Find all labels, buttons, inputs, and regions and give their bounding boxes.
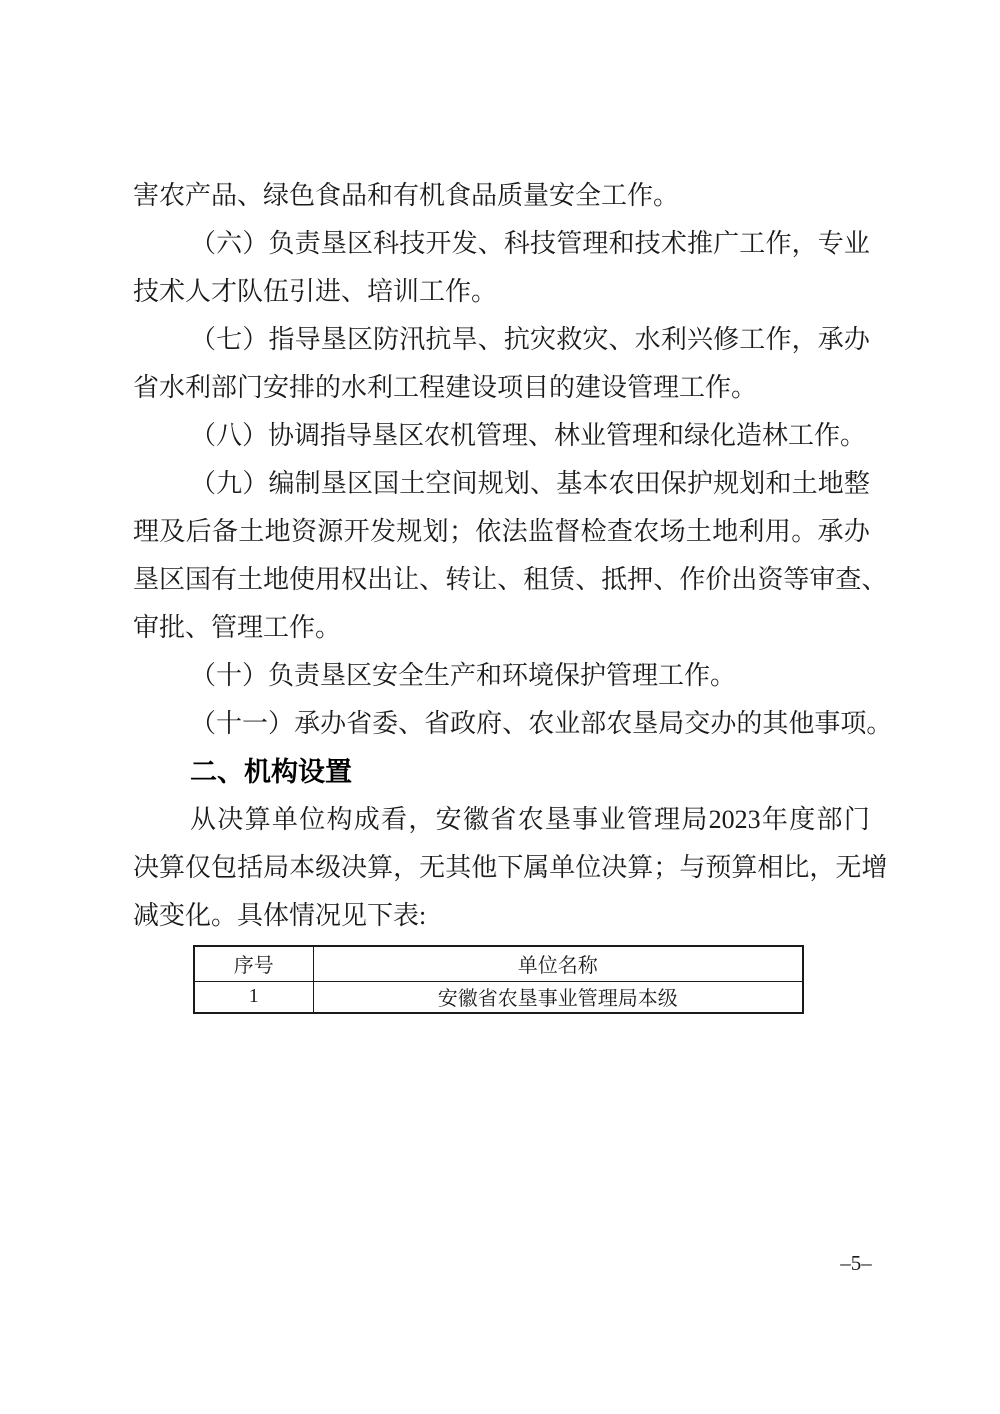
page-number: –5–: [840, 1251, 872, 1275]
body-text-line: 减变化。具体情况见下表:: [133, 901, 427, 930]
table-header-name: 单位名称: [313, 946, 803, 981]
body-text-line: （ 九 ） 编 制 垦 区 国 土 空 间 规 划 、 基 本 农 田 保 护 规 划 和 土 地 整: [190, 469, 870, 498]
body-text-line: 理 及 后 备 土 地 资 源 开 发 规 划 ； 依 法 监 督 检 查 农 场 土 地 利 用 。 承 办: [133, 517, 870, 546]
body-text-line: 决 算 仅 包 括 局 本 级 决 算 ， 无 其 他 下 属 单 位 决 算 ； 与 预 算 相 比 ， 无 增: [133, 853, 888, 882]
body-text-line: （八）协调指导垦区农机管理、林业管理和绿化造林工作。: [190, 421, 867, 450]
table-header-seq: 序号: [194, 946, 313, 981]
body-text-line: 害农产品、绿色食品和有机食品质量安全工作。: [133, 181, 680, 210]
table-header-row: [194, 946, 803, 981]
document-body: [133, 172, 893, 940]
org-units-table: [193, 945, 804, 1014]
body-text-line: （ 七 ） 指 导 垦 区 防 汛 抗 旱 、 抗 灾 救 灾 、 水 利 兴 修 工 作 ， 承 办: [190, 325, 870, 354]
table-cell-name: 安徽省农垦事业管理局本级: [313, 981, 803, 1013]
body-text-line: 技术人才队伍引进、培训工作。: [133, 277, 498, 306]
body-text-line: 垦 区 国 有 土 地 使 用 权 出 让 、 转 让 、 租 赁 、 抵 押 、 作 价 出 资 等 审 查 、: [133, 565, 888, 594]
body-text-line: 审批、管理工作。: [133, 613, 342, 642]
table-cell-seq: 1: [194, 981, 313, 1013]
section-heading: 二、机构设置: [190, 757, 352, 787]
body-text-line: （ 十 一 ） 承 办 省 委 、 省 政 府 、 农 业 部 农 垦 局 交 办 的 其 他 事 项 。: [190, 709, 893, 738]
table-row: [194, 981, 803, 1013]
body-text-line: 从 决 算 单 位 构 成 看 ， 安 徽 省 农 垦 事 业 管 理 局 2023 年 度 部 门: [190, 805, 870, 834]
body-text-line: （ 六 ） 负 责 垦 区 科 技 开 发 、 科 技 管 理 和 技 术 推 广 工 作 ， 专 业: [190, 229, 870, 258]
body-text-line: 省水利部门安排的水利工程建设项目的建设管理工作。: [133, 373, 758, 402]
body-text-line: （十）负责垦区安全生产和环境保护管理工作。: [190, 661, 737, 690]
